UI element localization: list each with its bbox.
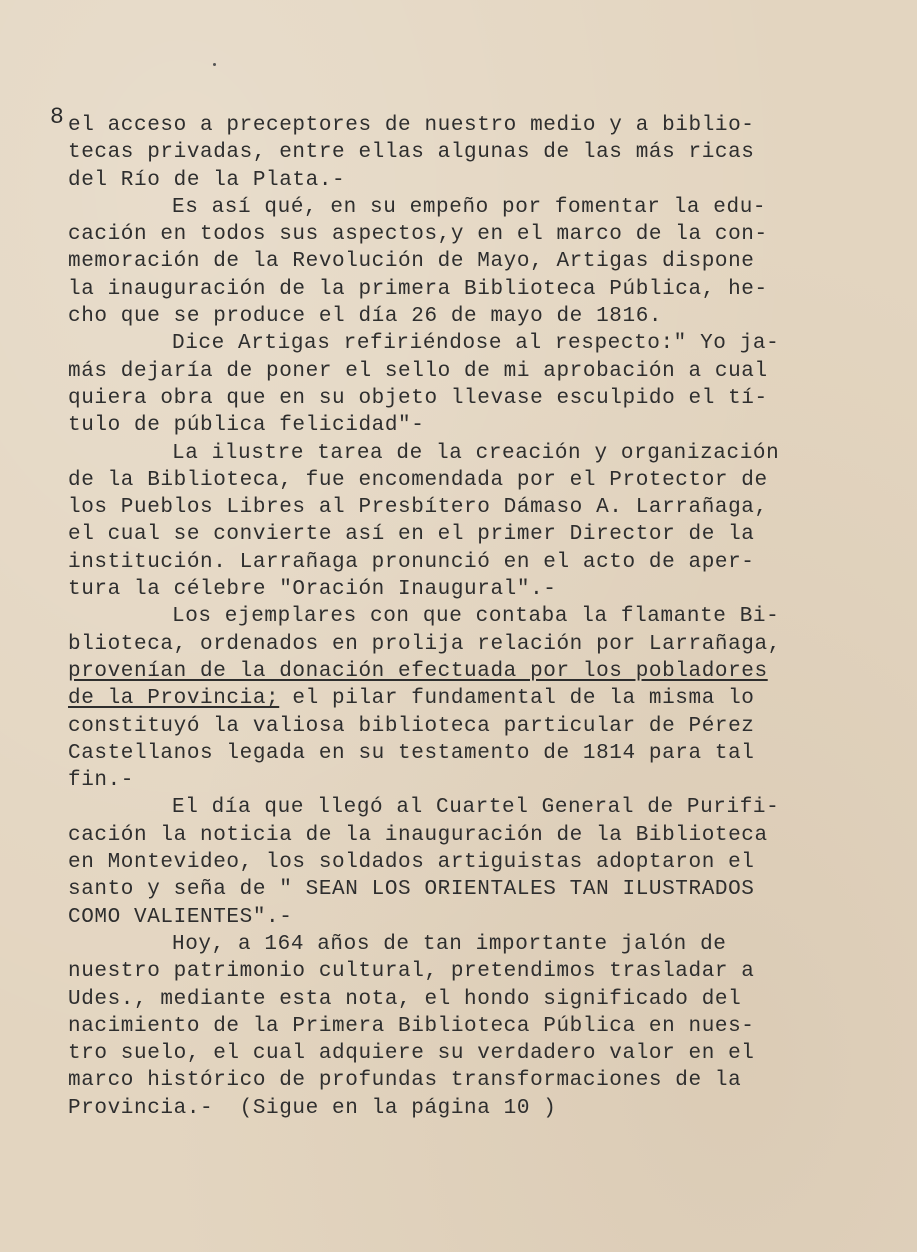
text-line: el acceso a preceptores de nuestro medio y a biblio- (68, 114, 755, 137)
text-line: cho que se produce el día 26 de mayo de 1816. (68, 305, 663, 329)
text-line: el cual se convierte así en el primer Director de la (68, 523, 755, 547)
text-line: Udes., mediante esta nota, el hondo significado del (68, 987, 742, 1011)
text-line: cación la noticia de la inauguración de la Biblioteca (68, 823, 768, 847)
text-line: Dice Artigas refiriéndose al respecto:" Yo ja- (172, 332, 780, 356)
text-line: los Pueblos Libres al Presbítero Dámaso A. Larrañaga, (68, 496, 768, 520)
paragraph (68, 931, 868, 1122)
text-line: constituyó la valiosa biblioteca particular de Pérez (68, 714, 755, 738)
text-line: del Río de la Plata.- (68, 168, 346, 192)
text-line: quiera obra que en su objeto llevase esculpido el tí- (68, 386, 768, 410)
text-line (68, 685, 868, 712)
text-line: más dejaría de poner el sello de mi aprobación a cual (68, 359, 768, 383)
text-line: Los ejemplares con que contaba la flamante Bi- (172, 605, 780, 629)
text-fragment: el pilar fundamental de la misma lo (279, 687, 755, 711)
text-line: fin.- (68, 769, 135, 793)
paragraph (68, 330, 868, 439)
underlined-phrase: de la Provincia; (68, 687, 280, 711)
paragraph (68, 112, 868, 194)
text-line: Castellanos legada en su testamento de 1814 para tal (68, 741, 755, 765)
paragraph (68, 440, 868, 604)
text-line: El día que llegó al Cuartel General de Purifi- (172, 796, 780, 820)
underlined-line: provenían de la donación efectuada por los pobladores (68, 659, 768, 683)
text-line: santo y seña de " SEAN LOS ORIENTALES TAN ILUSTRADOS (68, 878, 755, 902)
text-line: memoración de la Revolución de Mayo, Artigas dispone (68, 250, 755, 274)
text-line: cación en todos sus aspectos,y en el marco de la con- (68, 223, 768, 247)
text-line: Hoy, a 164 años de tan importante jalón de (172, 932, 727, 956)
paragraph (68, 194, 868, 330)
paragraph (68, 603, 868, 794)
text-line: nacimiento de la Primera Biblioteca Pública en nues- (68, 1014, 755, 1038)
text-line: Provincia.- (Sigue en la página 10 ) (68, 1096, 557, 1120)
text-line: la inauguración de la primera Biblioteca Pública, he- (68, 277, 768, 301)
text-line: tura la célebre "Oración Inaugural".- (68, 578, 557, 602)
text-line: de la Biblioteca, fue encomendada por el Protector de (68, 468, 768, 492)
text-line: tecas privadas, entre ellas algunas de las más ricas (68, 141, 755, 165)
ink-speck (213, 63, 216, 66)
text-line: COMO VALIENTES".- (68, 905, 293, 929)
body-text (68, 112, 868, 1122)
paragraph (68, 794, 868, 930)
text-line: marco histórico de profundas transformaciones de la (68, 1069, 742, 1093)
text-line: Es así qué, en su empeño por fomentar la edu- (172, 195, 767, 219)
text-line: tulo de pública felicidad"- (68, 414, 425, 438)
text-line: tro suelo, el cual adquiere su verdadero valor en el (68, 1042, 755, 1066)
text-line: institución. Larrañaga pronunció en el acto de aper- (68, 550, 755, 574)
text-line: en Montevideo, los soldados artiguistas adoptaron el (68, 851, 755, 875)
page-number: 8 (50, 104, 64, 130)
text-line: La ilustre tarea de la creación y organización (172, 441, 780, 465)
text-line: blioteca, ordenados en prolija relación por Larrañaga, (68, 632, 781, 656)
text-line: nuestro patrimonio cultural, pretendimos trasladar a (68, 960, 755, 984)
